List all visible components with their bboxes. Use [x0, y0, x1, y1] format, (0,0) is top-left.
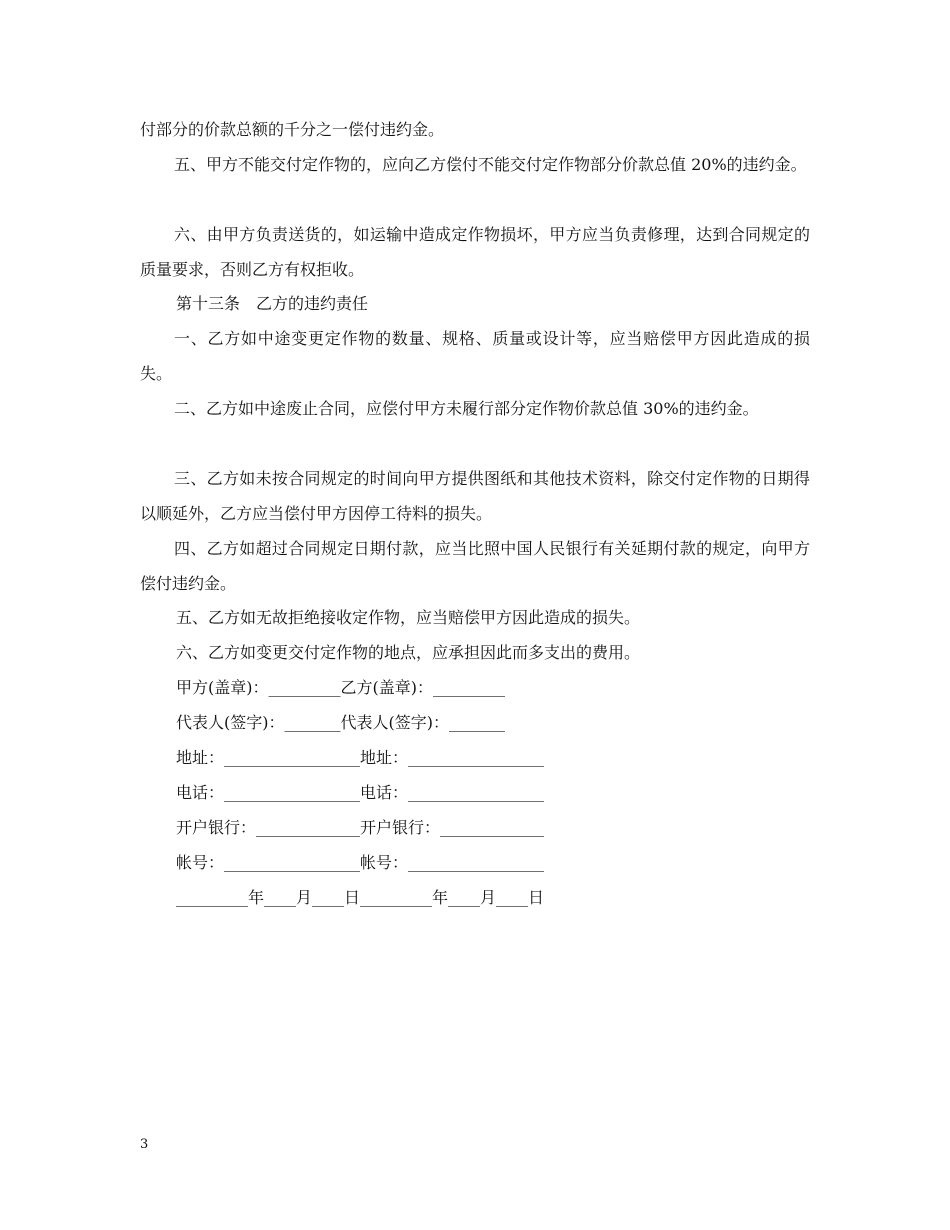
phone-line: 电话：_________________电话：_________________: [176, 783, 545, 802]
paragraph-continued: 付部分的价款总额的千分之一偿付违约金。: [140, 120, 445, 139]
date-line: _________年____月____日_________年____月____日: [176, 888, 545, 907]
clause-party-b-4: 四、乙方如超过合同规定日期付款，应当比照中国人民银行有关延期付款的规定，向甲方偿付违约金。: [140, 539, 810, 593]
representative-line: 代表人(签字)：_______代表人(签字)：_______: [176, 713, 505, 732]
clause-party-b-6: 六、乙方如变更交付定作物的地点，应承担因此而多支出的费用。: [176, 643, 641, 662]
clause-party-b-2: 二、乙方如中途废止合同，应偿付甲方未履行部分定作物价款总值 30%的违约金。: [174, 399, 759, 418]
clause-party-b-1: 一、乙方如中途变更定作物的数量、规格、质量或设计等，应当赔偿甲方因此造成的损失。: [140, 329, 810, 383]
address-line: 地址：_________________地址：_________________: [176, 748, 545, 767]
clause-party-b-3: 三、乙方如未按合同规定的时间向甲方提供图纸和其他技术资料，除交付定作物的日期得以顺延外，乙方应当偿付甲方因停工待料的损失。: [140, 469, 810, 523]
page-number: 3: [140, 1137, 149, 1152]
account-line: 帐号：_________________帐号：_________________: [176, 853, 545, 872]
clause-party-a-5: 五、甲方不能交付定作物的，应向乙方偿付不能交付定作物部分价款总值 20%的违约金。: [174, 155, 807, 174]
article-13-heading: 第十三条 乙方的违约责任: [176, 294, 369, 313]
seal-line: 甲方(盖章)：_________乙方(盖章)：_________: [176, 678, 505, 697]
bank-line: 开户银行：_____________开户银行：_____________: [176, 818, 545, 837]
clause-party-a-6: 六、由甲方负责送货的，如运输中造成定作物损坏，甲方应当负责修理，达到合同规定的质量要求，否则乙方有权拒收。: [140, 225, 810, 279]
clause-party-b-5: 五、乙方如无故拒绝接收定作物，应当赔偿甲方因此造成的损失。: [176, 608, 641, 627]
